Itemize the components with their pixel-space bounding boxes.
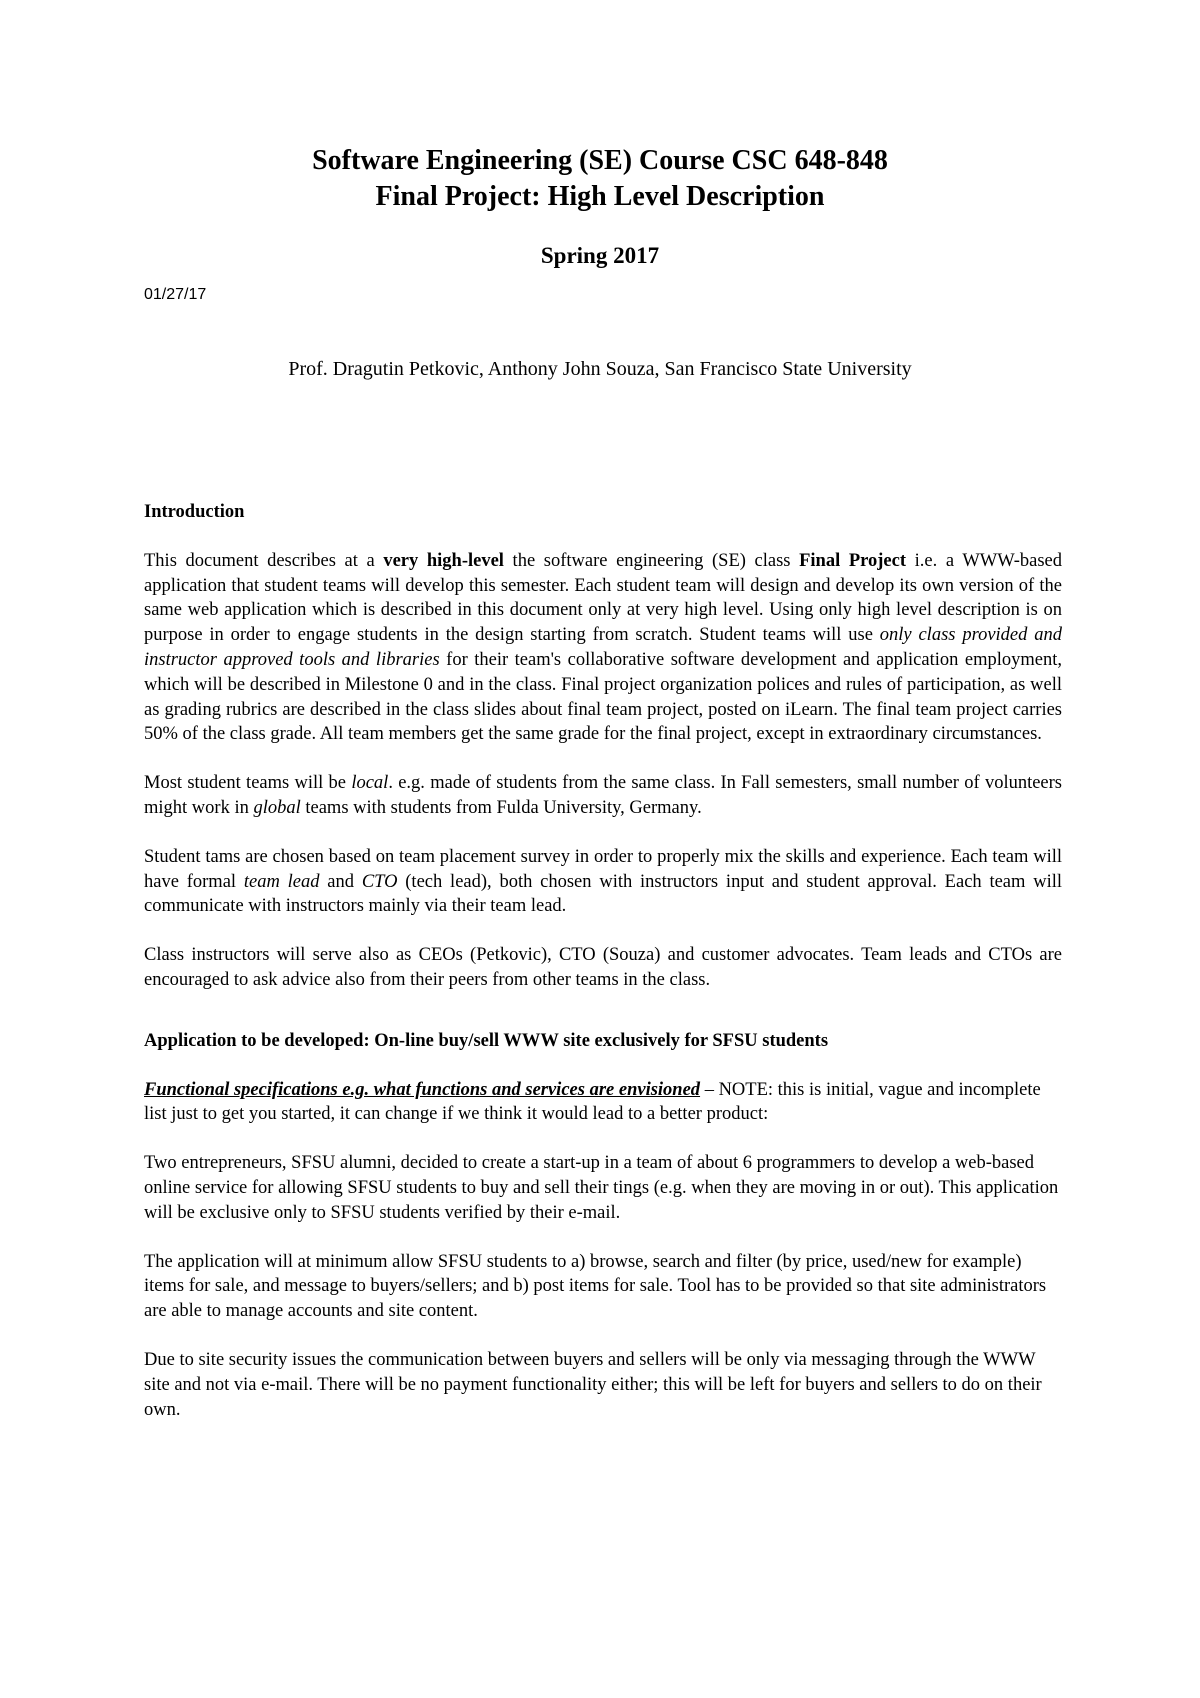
emphasis-italic: team lead bbox=[243, 871, 320, 892]
functional-spec-heading: Functional specifications e.g. what functions and services are envisioned bbox=[144, 1079, 701, 1100]
text-run: the software engineering (SE) class bbox=[503, 550, 800, 571]
text-run: and bbox=[319, 871, 362, 892]
text-run: . e.g. made of students from the same class. In Fall semesters, small number of volunteers might work in bbox=[144, 773, 1063, 818]
emphasis-bold: very high-level bbox=[383, 550, 504, 571]
document-date: 01/27/17 bbox=[144, 286, 207, 303]
application-paragraph-3: Due to site security issues the communication between buyers and sellers will be only via messaging through the WWW site and not via e-mail. There will be no payment functionality either; this will be left for buyers and sellers to do on their own. bbox=[144, 1349, 1042, 1420]
text-run: (tech lead), both chosen with instructors input and student approval. Each team will communicate with instructors mainly via their team lead. bbox=[144, 871, 1062, 917]
intro-paragraph-4: Class instructors will serve also as CEOs (Petkovic), CTO (Souza) and customer advocates. Team leads and CTOs are encouraged to ask advice also from their peers from other teams in the class. bbox=[144, 945, 1062, 990]
section-heading-introduction: Introduction bbox=[144, 502, 245, 522]
document-title: Software Engineering (SE) Course CSC 648-848 bbox=[312, 145, 888, 176]
application-paragraph-2: The application will at minimum allow SFSU students to a) browse, search and filter (by price, used/new for example) items for sale, and message to buyers/sellers; and b) post items for sale. Tool has to be provided so that site administrators are able to manage accounts and site content. bbox=[144, 1251, 1047, 1322]
emphasis-italic: local bbox=[351, 773, 389, 794]
text-run: for their team's collaborative software development and application employment, which will be described in Milestone 0 and in the class. Final project organization polices and rules of participation, as well as grading rubrics are described in the class slides about final team project, posted on iLearn. The final team project carries 50% of the class grade. All team members get the same grade for the final project, except in extraordinary circumstances. bbox=[144, 649, 1063, 745]
document-subtitle: Final Project: High Level Description bbox=[375, 181, 825, 212]
text-run: This document describes at a bbox=[144, 550, 384, 571]
intro-paragraph-1 bbox=[144, 549, 1062, 747]
document-body bbox=[144, 500, 1062, 1446]
functional-spec-note: – NOTE: this is initial, vague and incomplete list just to get you started, it can change if we think it would lead to a better product: bbox=[144, 1079, 1041, 1125]
emphasis-bold: Final Project bbox=[799, 550, 907, 571]
functional-spec-paragraph bbox=[144, 1078, 1062, 1128]
intro-paragraph-3 bbox=[144, 845, 1062, 919]
section-heading-application: Application to be developed: On-line buy/sell WWW site exclusively for SFSU students bbox=[144, 1030, 829, 1051]
emphasis-italic: global bbox=[253, 797, 301, 818]
text-run: Most student teams will be bbox=[144, 773, 352, 794]
application-paragraph-1: Two entrepreneurs, SFSU alumni, decided to create a start-up in a team of about 6 programmers to develop a web-based online service for allowing SFSU students to buy and sell their tings (e.g. when they are moving in or out). This application will be exclusive only to SFSU students verified by their e-mail. bbox=[144, 1153, 1059, 1223]
term: Spring 2017 bbox=[540, 243, 660, 268]
text-run: teams with students from Fulda University, Germany. bbox=[300, 797, 702, 818]
authors: Prof. Dragutin Petkovic, Anthony John Souza, San Francisco State University bbox=[288, 358, 912, 380]
emphasis-italic: CTO bbox=[361, 871, 398, 892]
emphasis-italic: only class provided and instructor approved tools and libraries bbox=[144, 625, 1062, 670]
text-run: i.e. a WWW-based application that student teams will develop this semester. Each student team will design and develop its own version of the same web application which is described in this document only at very high level. Using only high level description is on purpose in order to engage students in the design starting from scratch. Student teams will use bbox=[144, 550, 1062, 646]
title-block bbox=[0, 143, 1200, 215]
intro-paragraph-2 bbox=[144, 771, 1062, 821]
text-run: Student tams are chosen based on team placement survey in order to properly mix the skills and experience. Each team will have formal bbox=[144, 846, 1062, 892]
